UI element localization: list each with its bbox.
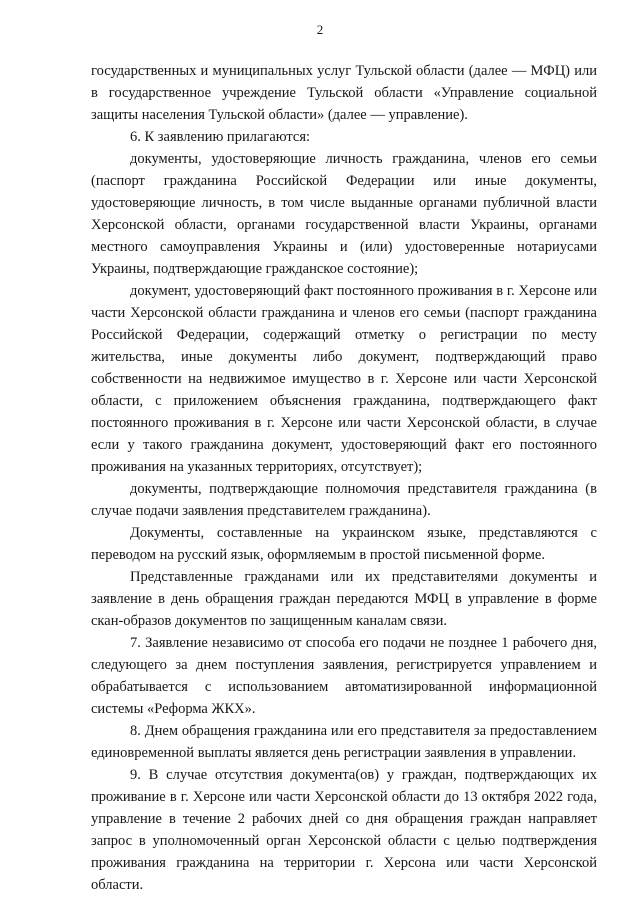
paragraph-identity-documents: документы, удостоверяющие личность гражданина, членов его семьи (паспорт гражданина Российской Федерации или иные документы, удостоверяющие личность, в том числе выданные органами публичной власти Херсонской области, органами государственной власти Украины, органами местного самоуправления Украины и (или) удостоверенные нотариусами Украины, подтверждающие гражданское состояние); (91, 151, 597, 277)
paragraph-ukrainian-translation: Документы, составленные на украинском языке, представляются с переводом на русский язык, оформляемым в простой письменной форме. (91, 525, 597, 563)
document-body (91, 60, 597, 896)
paragraph-item-8: 8. Днем обращения гражданина или его представителя за предоставлением единовременной выплаты является день регистрации заявления в управлении. (91, 723, 597, 761)
paragraph-residence-document: документ, удостоверяющий факт постоянного проживания в г. Херсоне или части Херсонской области гражданина и членов его семьи (паспорт гражданина Российской Федерации, содержащий отметку о регистрации по месту жительства, иные документы либо документ, подтверждающий право собственности на недвижимое имущество в г. Херсоне или части Херсонской области, с приложением объяснения гражданина, подтверждающего факт постоянного проживания в г. Херсоне или части Херсонской области, в случае если у такого гражданина документ, удостоверяющий факт его постоянного проживания на указанных территориях, отсутствует); (91, 283, 597, 475)
paragraph-item-7: 7. Заявление независимо от способа его подачи не позднее 1 рабочего дня, следующего за днем поступления заявления, регистрируется управлением и обрабатывается с использованием автоматизированной информационной системы «Реформа ЖКХ». (91, 635, 597, 717)
paragraph-item-9: 9. В случае отсутствия документа(ов) у граждан, подтверждающих их проживание в г. Херсоне или части Херсонской области до 13 октября 2022 года, управление в течение 2 рабочих дней со дня обращения граждан направляет запрос в уполномоченный орган Херсонской области с целью подтверждения проживания гражданина на территории г. Херсона или части Херсонской области. (91, 767, 597, 893)
paragraph-representative-documents: документы, подтверждающие полномочия представителя гражданина (в случае подачи заявления представителем гражданина). (91, 481, 597, 519)
page-number: 2 (316, 22, 324, 37)
paragraph-item-6: 6. К заявлению прилагаются: (130, 129, 311, 145)
paragraph-intro-continuation: государственных и муниципальных услуг Тульской области (далее — МФЦ) или в государственное учреждение Тульской области «Управление социальной защиты населения Тульской области» (далее — управление). (91, 63, 597, 123)
paragraph-mfc-transfer: Представленные гражданами или их представителями документы и заявление в день обращения граждан передаются МФЦ в управление в форме скан-образов документов по защищенным каналам связи. (91, 569, 597, 629)
